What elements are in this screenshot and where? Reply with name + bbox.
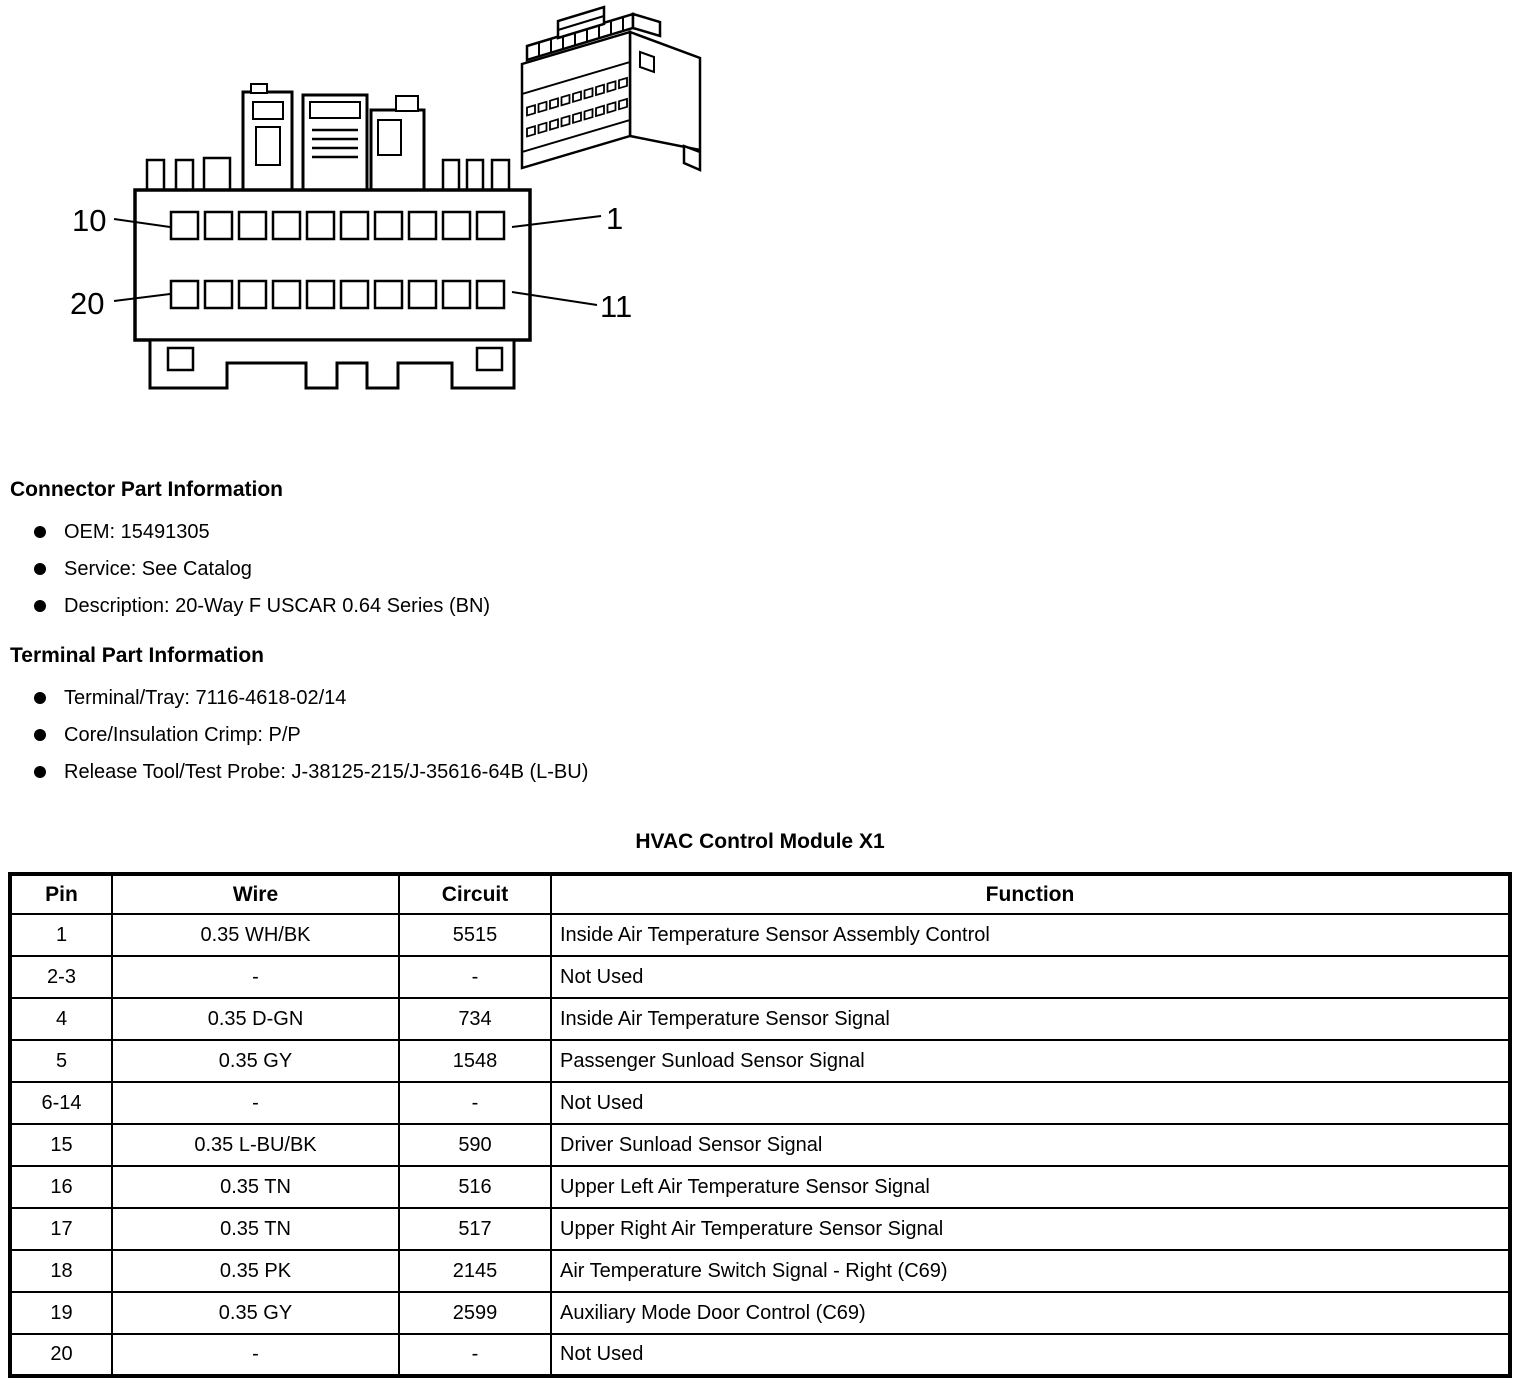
column-header-circuit: Circuit xyxy=(399,874,551,914)
function-cell: Inside Air Temperature Sensor Signal xyxy=(551,998,1510,1040)
list-item xyxy=(0,594,1520,618)
pin-cell: 20 xyxy=(10,1334,112,1376)
pin-cell: 15 xyxy=(10,1124,112,1166)
pin-cell: 4 xyxy=(10,998,112,1040)
table-row xyxy=(10,1166,1510,1208)
circuit-cell: 517 xyxy=(399,1208,551,1250)
wire-cell: 0.35 D-GN xyxy=(112,998,399,1040)
list-item-text: Service: See Catalog xyxy=(64,558,252,580)
function-cell: Passenger Sunload Sensor Signal xyxy=(551,1040,1510,1082)
function-cell: Not Used xyxy=(551,1082,1510,1124)
pinout-table xyxy=(8,872,1512,1378)
pin-cell: 17 xyxy=(10,1208,112,1250)
circuit-cell: 2145 xyxy=(399,1250,551,1292)
connector-diagram-section xyxy=(0,0,1520,452)
table-row xyxy=(10,1208,1510,1250)
table-row xyxy=(10,914,1510,956)
column-header-wire: Wire xyxy=(112,874,399,914)
pin-label-10: 10 xyxy=(72,203,107,238)
list-item xyxy=(0,723,1520,747)
bullet-icon xyxy=(34,766,46,778)
connector-part-info-heading: Connector Part Information xyxy=(10,478,284,501)
wire-cell: 0.35 PK xyxy=(112,1250,399,1292)
pin-cell: 1 xyxy=(10,914,112,956)
list-item xyxy=(0,520,1520,544)
terminal-part-info-section xyxy=(0,644,1520,784)
bullet-icon xyxy=(34,600,46,612)
terminal-part-info-heading: Terminal Part Information xyxy=(10,644,264,667)
circuit-cell: - xyxy=(399,1082,551,1124)
bullet-icon xyxy=(34,563,46,575)
list-item xyxy=(0,760,1520,784)
bullet-icon xyxy=(34,692,46,704)
function-cell: Not Used xyxy=(551,956,1510,998)
circuit-cell: 5515 xyxy=(399,914,551,956)
wire-cell: - xyxy=(112,956,399,998)
table-row xyxy=(10,956,1510,998)
pin-label-1: 1 xyxy=(606,201,624,236)
list-item xyxy=(0,557,1520,581)
list-item-text: Release Tool/Test Probe: J-38125-215/J-35616-64B (L-BU) xyxy=(64,761,589,783)
circuit-cell: 1548 xyxy=(399,1040,551,1082)
table-row xyxy=(10,1292,1510,1334)
circuit-cell: 734 xyxy=(399,998,551,1040)
connector-diagram xyxy=(0,0,760,452)
table-row xyxy=(10,998,1510,1040)
table-row xyxy=(10,1334,1510,1376)
wire-cell: 0.35 L-BU/BK xyxy=(112,1124,399,1166)
function-cell: Driver Sunload Sensor Signal xyxy=(551,1124,1510,1166)
bullet-icon xyxy=(34,729,46,741)
list-item xyxy=(0,686,1520,710)
connector-part-info-list xyxy=(0,520,1520,618)
table-row xyxy=(10,1040,1510,1082)
connector-front-view xyxy=(135,84,530,388)
table-row xyxy=(10,1124,1510,1166)
circuit-cell: 590 xyxy=(399,1124,551,1166)
circuit-cell: - xyxy=(399,956,551,998)
function-cell: Not Used xyxy=(551,1334,1510,1376)
bullet-icon xyxy=(34,526,46,538)
pin-cell: 18 xyxy=(10,1250,112,1292)
list-item-text: Terminal/Tray: 7116-4618-02/14 xyxy=(64,687,347,709)
table-title: HVAC Control Module X1 xyxy=(635,830,885,853)
pin-cell: 2-3 xyxy=(10,956,112,998)
terminal-part-info-list xyxy=(0,686,1520,784)
wire-cell: - xyxy=(112,1334,399,1376)
table-row xyxy=(10,1250,1510,1292)
wire-cell: 0.35 WH/BK xyxy=(112,914,399,956)
wire-cell: 0.35 TN xyxy=(112,1166,399,1208)
function-cell: Upper Left Air Temperature Sensor Signal xyxy=(551,1166,1510,1208)
wire-cell: 0.35 TN xyxy=(112,1208,399,1250)
wire-cell: - xyxy=(112,1082,399,1124)
table-header-row xyxy=(10,874,1510,914)
connector-part-info-section xyxy=(0,478,1520,618)
pin-cell: 6-14 xyxy=(10,1082,112,1124)
pin-cell: 5 xyxy=(10,1040,112,1082)
connector-3d-view xyxy=(522,7,700,170)
column-header-pin: Pin xyxy=(10,874,112,914)
table-row xyxy=(10,1082,1510,1124)
pin-label-20: 20 xyxy=(70,286,105,321)
wire-cell: 0.35 GY xyxy=(112,1040,399,1082)
wire-cell: 0.35 GY xyxy=(112,1292,399,1334)
list-item-text: Description: 20-Way F USCAR 0.64 Series (BN) xyxy=(64,595,491,617)
function-cell: Air Temperature Switch Signal - Right (C69) xyxy=(551,1250,1510,1292)
circuit-cell: 2599 xyxy=(399,1292,551,1334)
list-item-text: Core/Insulation Crimp: P/P xyxy=(64,724,301,746)
circuit-cell: 516 xyxy=(399,1166,551,1208)
column-header-function: Function xyxy=(551,874,1510,914)
function-cell: Upper Right Air Temperature Sensor Signal xyxy=(551,1208,1510,1250)
function-cell: Inside Air Temperature Sensor Assembly Control xyxy=(551,914,1510,956)
pin-cell: 16 xyxy=(10,1166,112,1208)
list-item-text: OEM: 15491305 xyxy=(64,521,210,543)
function-cell: Auxiliary Mode Door Control (C69) xyxy=(551,1292,1510,1334)
pin-cell: 19 xyxy=(10,1292,112,1334)
circuit-cell: - xyxy=(399,1334,551,1376)
pin-label-11: 11 xyxy=(600,289,633,324)
